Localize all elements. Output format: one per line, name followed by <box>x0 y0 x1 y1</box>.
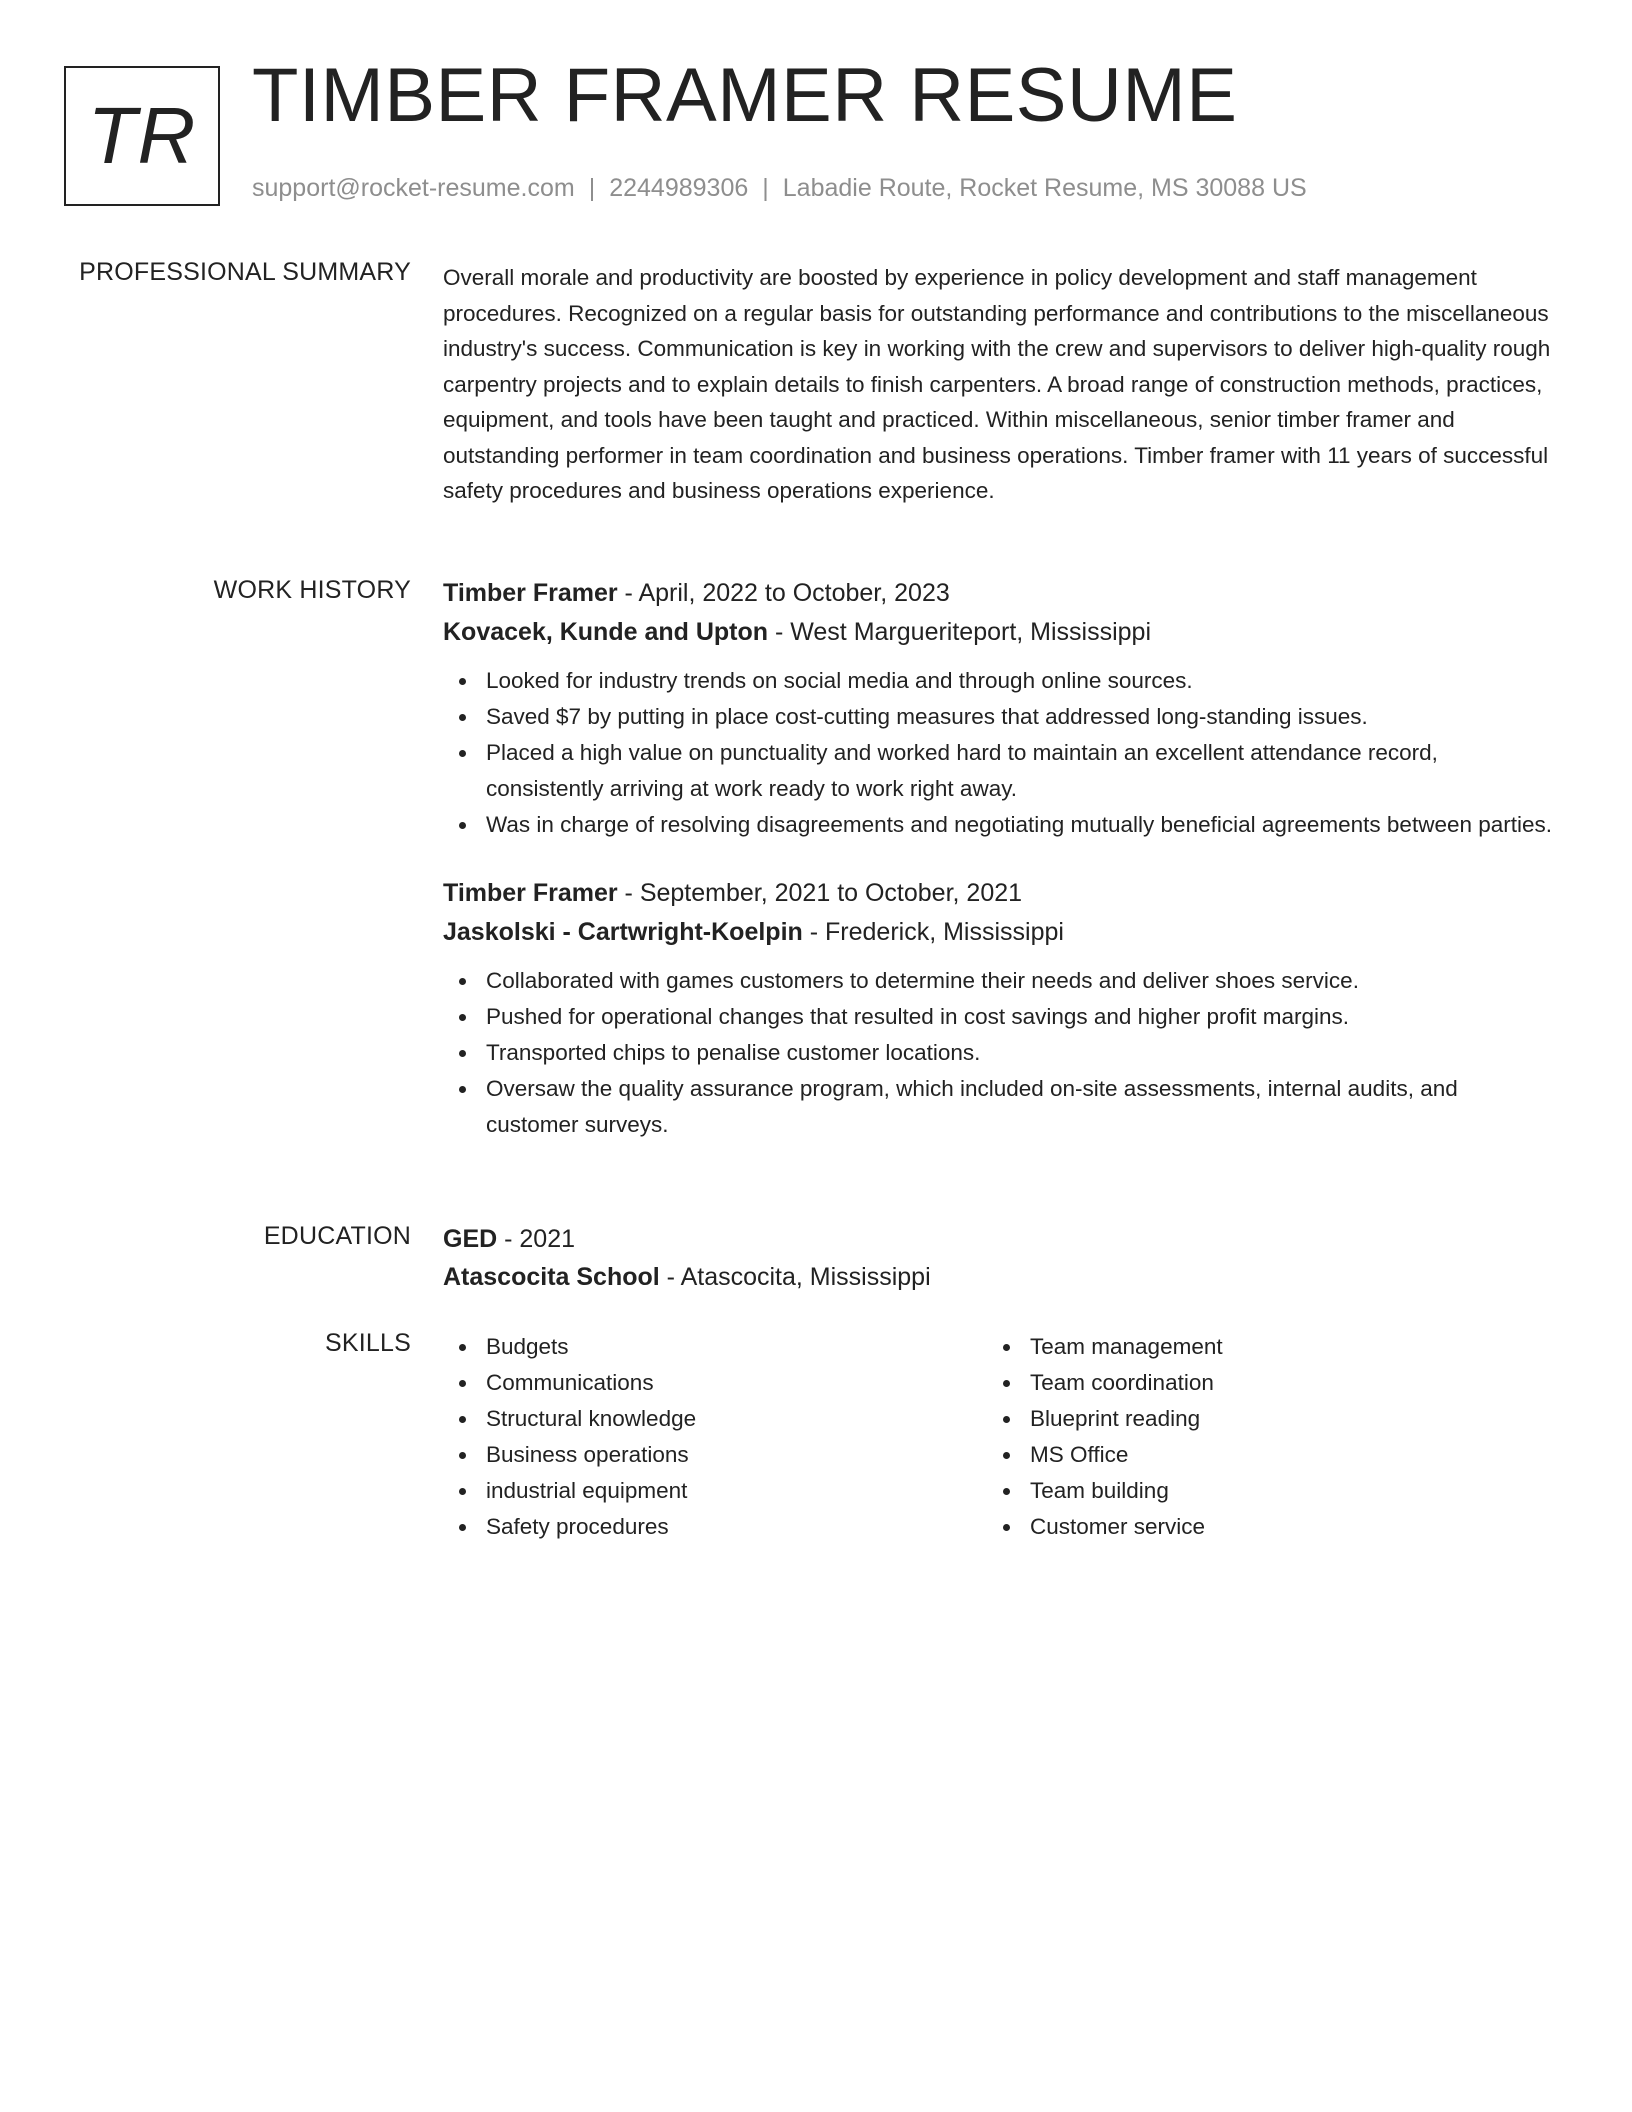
education-degree-line <box>443 1222 1553 1256</box>
section-label-summary: PROFESSIONAL SUMMARY <box>79 258 411 286</box>
job-dates: - September, 2021 to October, 2021 <box>617 879 1023 907</box>
list-item: Was in charge of resolving disagreements and negotiating mutually beneficial agreements between parties. <box>443 807 1553 843</box>
job-company: Kovacek, Kunde and Upton <box>443 618 769 646</box>
job-bullets <box>443 963 1553 1142</box>
job-entry <box>443 876 1553 1142</box>
list-item: Placed a high value on punctuality and worked hard to maintain an excellent attendance record, consistently arriving at work ready to work right away. <box>443 735 1553 806</box>
list-item: Blueprint reading <box>987 1401 1531 1437</box>
list-item: Communications <box>443 1365 987 1401</box>
section-label-education: EDUCATION <box>263 1222 411 1250</box>
contact-address: Labadie Route, Rocket Resume, MS 30088 US <box>782 174 1307 202</box>
section-label-work-history: WORK HISTORY <box>213 576 411 604</box>
job-employer <box>443 615 1553 649</box>
contact-separator: | <box>588 174 596 202</box>
list-item: MS Office <box>987 1437 1531 1473</box>
list-item: Budgets <box>443 1329 987 1365</box>
job-location: - Frederick, Mississippi <box>802 918 1064 946</box>
education-year: - 2021 <box>497 1225 576 1253</box>
contact-phone: 2244989306 <box>609 174 749 202</box>
contact-email: support@rocket-resume.com <box>252 174 575 202</box>
education-body <box>443 1222 1553 1294</box>
job-heading <box>443 876 1553 910</box>
list-item: Customer service <box>987 1509 1531 1545</box>
list-item: Oversaw the quality assurance program, which included on-site assessments, internal audits, and customer surveys. <box>443 1071 1553 1142</box>
contact-line <box>252 174 1307 203</box>
list-item: industrial equipment <box>443 1473 987 1509</box>
skills-column-1 <box>443 1329 987 1545</box>
list-item: Structural knowledge <box>443 1401 987 1437</box>
job-title: Timber Framer <box>443 579 618 607</box>
job-heading <box>443 576 1553 610</box>
education-school-line <box>443 1260 1553 1294</box>
list-item: Saved $7 by putting in place cost-cutting measures that addressed long-standing issues. <box>443 699 1553 735</box>
list-item: Pushed for operational changes that resulted in cost savings and higher profit margins. <box>443 999 1553 1035</box>
skills-list <box>443 1329 987 1545</box>
list-item: Team management <box>987 1329 1531 1365</box>
work-history-body <box>443 576 1553 1143</box>
list-item: Business operations <box>443 1437 987 1473</box>
education-degree: GED <box>443 1225 498 1253</box>
summary-text: Overall morale and productivity are boosted by experience in policy development and staff management procedures. Recognized on a regular basis for outstanding performance and contributions to the miscellaneous industry's success. Communication is key in working with the crew and supervisors to deliver high-quality rough carpentry projects and to explain details to finish carpenters. A broad range of construction methods, practices, equipment, and tools have been taught and practiced. Within miscellaneous, senior timber framer and outstanding performer in team coordination and business operations. Timber framer with 11 years of successful safety procedures and business operations experience. <box>443 265 1551 503</box>
education-location: - Atascocita, Mississippi <box>659 1263 931 1291</box>
list-item: Safety procedures <box>443 1509 987 1545</box>
skills-grid <box>443 1329 1553 1545</box>
skills-list <box>987 1329 1531 1545</box>
job-dates: - April, 2022 to October, 2023 <box>617 579 950 607</box>
education-school: Atascocita School <box>443 1263 660 1291</box>
monogram-initials: TR <box>87 91 197 180</box>
list-item: Team building <box>987 1473 1531 1509</box>
section-label-skills: SKILLS <box>325 1329 411 1357</box>
list-item: Transported chips to penalise customer locations. <box>443 1035 1553 1071</box>
job-entry <box>443 576 1553 842</box>
job-bullets <box>443 663 1553 842</box>
job-title: Timber Framer <box>443 879 618 907</box>
list-item: Team coordination <box>987 1365 1531 1401</box>
skills-column-2 <box>987 1329 1531 1545</box>
skills-body <box>443 1329 1553 1545</box>
resume-title: TIMBER FRAMER RESUME <box>252 53 1238 138</box>
list-item: Collaborated with games customers to determine their needs and deliver shoes service. <box>443 963 1553 999</box>
summary-body <box>443 260 1553 509</box>
job-location: - West Margueriteport, Mississippi <box>768 618 1152 646</box>
contact-separator: | <box>762 174 769 202</box>
monogram-box <box>64 66 220 206</box>
job-employer <box>443 915 1553 949</box>
list-item: Looked for industry trends on social media and through online sources. <box>443 663 1553 699</box>
job-company: Jaskolski - Cartwright-Koelpin <box>443 918 803 946</box>
